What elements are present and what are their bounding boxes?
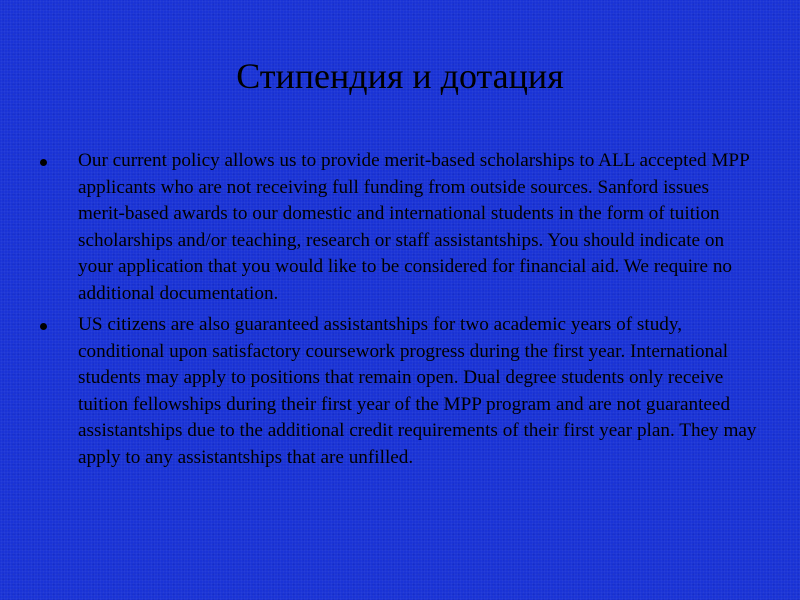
bullet-text: US citizens are also guaranteed assistantships for two academic years of study, conditional upon satisfactory coursework progress during the first year. International students may apply to positions that remain open. Dual degree students only receive tuition fellowships during their first year of the MPP program and are not guaranteed assistantships due to the additional credit requirements of their first year plan. They may apply to any assistantships that are unfilled. [78, 314, 757, 468]
bullet-item [40, 312, 760, 471]
bullet-dot-icon [40, 323, 47, 330]
slide-title: Стипендия и дотация [236, 56, 564, 96]
bullet-dot-icon [40, 159, 47, 166]
bullet-text: Our current policy allows us to provide merit-based scholarships to ALL accepted MPP applicants who are not receiving full funding from outside sources. Sanford issues merit-based awards to our domestic and international students in the form of tuition scholarships and/or teaching, research or staff assistantships. You should indicate on your application that you would like to be considered for financial aid. We require no additional documentation. [78, 150, 750, 304]
bullet-item [40, 148, 760, 307]
bullet-list [40, 148, 760, 476]
